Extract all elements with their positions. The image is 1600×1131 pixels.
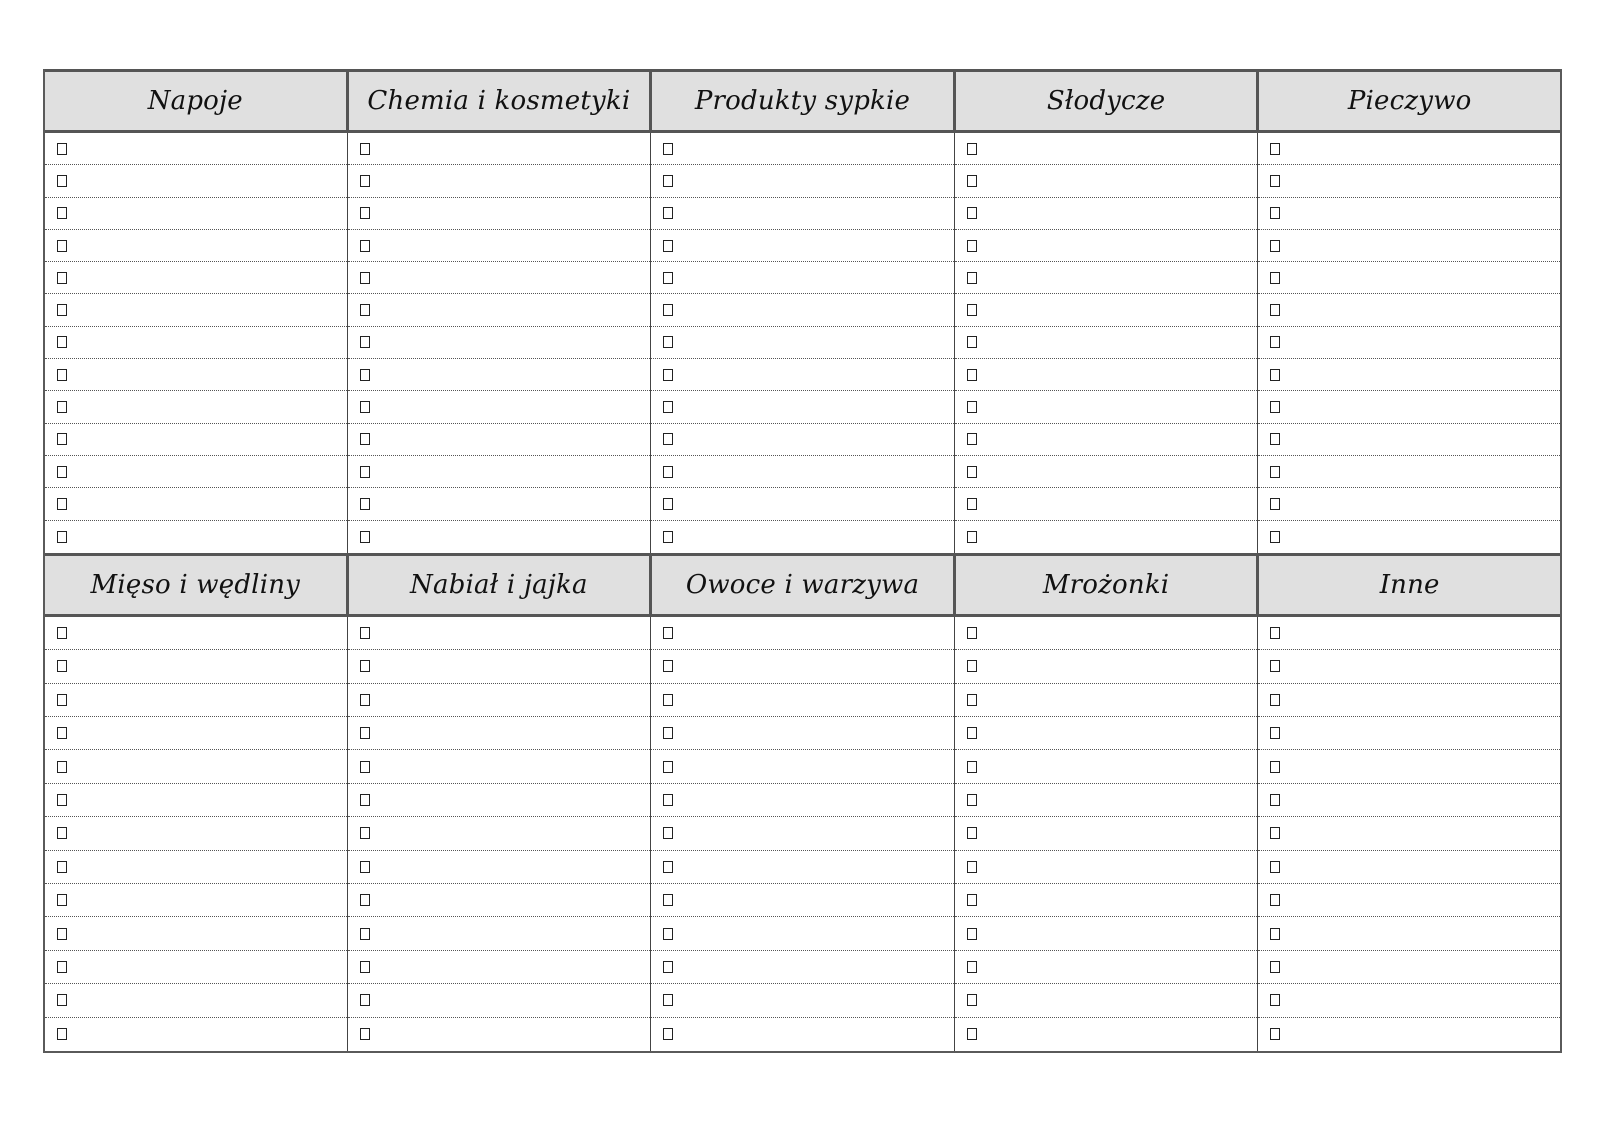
- checklist-row[interactable]: [955, 327, 1257, 359]
- checklist-row[interactable]: [1258, 262, 1560, 294]
- checkbox-icon[interactable]: [663, 861, 673, 873]
- checklist-row[interactable]: [45, 917, 347, 950]
- checklist-column: [348, 617, 651, 1051]
- checkbox-icon[interactable]: [967, 369, 977, 381]
- checkbox-icon[interactable]: [967, 861, 977, 873]
- checklist-row[interactable]: [1258, 750, 1560, 783]
- checkbox-icon[interactable]: [663, 894, 673, 906]
- checkbox-icon[interactable]: [360, 401, 370, 413]
- checklist-row[interactable]: [45, 391, 347, 423]
- checkbox-icon[interactable]: [360, 1028, 370, 1040]
- checklist-row[interactable]: [45, 717, 347, 750]
- checkbox-icon[interactable]: [967, 240, 977, 252]
- checkbox-icon[interactable]: [663, 498, 673, 510]
- checklist-row[interactable]: [1258, 294, 1560, 326]
- checklist-row[interactable]: [651, 851, 953, 884]
- checkbox-icon[interactable]: [663, 961, 673, 973]
- checklist-row[interactable]: [348, 198, 650, 230]
- header-napoje: Napoje: [45, 72, 349, 130]
- checkbox-icon[interactable]: [967, 466, 977, 478]
- checkbox-icon[interactable]: [663, 761, 673, 773]
- checklist-grid-bottom: [45, 617, 1560, 1051]
- checklist-row[interactable]: [348, 294, 650, 326]
- checkbox-icon[interactable]: [360, 466, 370, 478]
- checkbox-icon[interactable]: [57, 272, 67, 284]
- checkbox-icon[interactable]: [57, 401, 67, 413]
- checkbox-icon[interactable]: [967, 894, 977, 906]
- checklist-row[interactable]: [955, 684, 1257, 717]
- checkbox-icon[interactable]: [663, 240, 673, 252]
- checkbox-icon[interactable]: [57, 861, 67, 873]
- checkbox-icon[interactable]: [360, 928, 370, 940]
- checkbox-icon[interactable]: [360, 498, 370, 510]
- checkbox-icon[interactable]: [663, 207, 673, 219]
- checkbox-icon[interactable]: [1270, 727, 1280, 739]
- checkbox-icon[interactable]: [663, 994, 673, 1006]
- checklist-row[interactable]: [955, 851, 1257, 884]
- checklist-row[interactable]: [1258, 650, 1560, 683]
- checklist-row[interactable]: [1258, 424, 1560, 456]
- checklist-row[interactable]: [955, 984, 1257, 1017]
- checkbox-icon[interactable]: [663, 794, 673, 806]
- checkbox-icon[interactable]: [967, 660, 977, 672]
- checklist-row[interactable]: [1258, 617, 1560, 650]
- checkbox-icon[interactable]: [360, 861, 370, 873]
- checkbox-icon[interactable]: [967, 304, 977, 316]
- checklist-row[interactable]: [45, 294, 347, 326]
- checklist-column: [955, 617, 1258, 1051]
- checklist-column: [955, 133, 1258, 553]
- checklist-row[interactable]: [348, 327, 650, 359]
- checklist-row[interactable]: [955, 165, 1257, 197]
- checkbox-icon[interactable]: [967, 627, 977, 639]
- checkbox-icon[interactable]: [1270, 928, 1280, 940]
- checklist-row[interactable]: [651, 784, 953, 817]
- checkbox-icon[interactable]: [967, 928, 977, 940]
- header-row-bottom: [45, 553, 1560, 617]
- checkbox-icon[interactable]: [663, 433, 673, 445]
- checkbox-icon[interactable]: [360, 627, 370, 639]
- checklist-row[interactable]: [955, 750, 1257, 783]
- checkbox-icon[interactable]: [57, 433, 67, 445]
- checklist-row[interactable]: [1258, 951, 1560, 984]
- checkbox-icon[interactable]: [1270, 827, 1280, 839]
- checkbox-icon[interactable]: [360, 894, 370, 906]
- checkbox-icon[interactable]: [967, 961, 977, 973]
- checkbox-icon[interactable]: [360, 175, 370, 187]
- checkbox-icon[interactable]: [360, 433, 370, 445]
- checklist-row[interactable]: [1258, 359, 1560, 391]
- checklist-row[interactable]: [1258, 684, 1560, 717]
- checkbox-icon[interactable]: [360, 961, 370, 973]
- checklist-row[interactable]: [45, 456, 347, 488]
- checklist-row[interactable]: [1258, 327, 1560, 359]
- checklist-row[interactable]: [651, 1018, 953, 1051]
- checkbox-icon[interactable]: [1270, 175, 1280, 187]
- checkbox-icon[interactable]: [57, 694, 67, 706]
- checklist-row[interactable]: [651, 884, 953, 917]
- checkbox-icon[interactable]: [1270, 304, 1280, 316]
- checklist-row[interactable]: [955, 617, 1257, 650]
- checkbox-icon[interactable]: [1270, 531, 1280, 543]
- checkbox-icon[interactable]: [967, 207, 977, 219]
- checkbox-icon[interactable]: [1270, 660, 1280, 672]
- checkbox-icon[interactable]: [967, 143, 977, 155]
- checklist-column: [1258, 617, 1560, 1051]
- checklist-row[interactable]: [348, 851, 650, 884]
- checklist-row[interactable]: [1258, 984, 1560, 1017]
- checkbox-icon[interactable]: [57, 336, 67, 348]
- checkbox-icon[interactable]: [57, 627, 67, 639]
- checklist-row[interactable]: [955, 198, 1257, 230]
- checkbox-icon[interactable]: [57, 1028, 67, 1040]
- checklist-row[interactable]: [45, 488, 347, 520]
- checkbox-icon[interactable]: [57, 498, 67, 510]
- checklist-row[interactable]: [1258, 488, 1560, 520]
- checklist-row[interactable]: [651, 359, 953, 391]
- checklist-row[interactable]: [348, 1018, 650, 1051]
- checkbox-icon[interactable]: [663, 928, 673, 940]
- checkbox-icon[interactable]: [57, 466, 67, 478]
- checklist-row[interactable]: [1258, 230, 1560, 262]
- checklist-row[interactable]: [348, 784, 650, 817]
- checklist-row[interactable]: [955, 951, 1257, 984]
- checkbox-icon[interactable]: [57, 761, 67, 773]
- checkbox-icon[interactable]: [57, 727, 67, 739]
- checklist-row[interactable]: [651, 424, 953, 456]
- header-chemia-i-kosmetyki: Chemia i kosmetyki: [349, 72, 653, 130]
- checklist-row[interactable]: [651, 717, 953, 750]
- checklist-row[interactable]: [651, 617, 953, 650]
- checklist-row[interactable]: [651, 488, 953, 520]
- header-row-top: [45, 69, 1560, 133]
- checklist-row[interactable]: [45, 951, 347, 984]
- checklist-row[interactable]: [348, 817, 650, 850]
- section-bottom: [43, 553, 1562, 1053]
- checkbox-icon[interactable]: [967, 727, 977, 739]
- checklist-row[interactable]: [651, 198, 953, 230]
- checklist-row[interactable]: [348, 684, 650, 717]
- checkbox-icon[interactable]: [360, 304, 370, 316]
- checklist-row[interactable]: [45, 684, 347, 717]
- checkbox-icon[interactable]: [360, 694, 370, 706]
- checklist-row[interactable]: [651, 327, 953, 359]
- checklist-row[interactable]: [651, 951, 953, 984]
- checkbox-icon[interactable]: [360, 272, 370, 284]
- checklist-row[interactable]: [45, 262, 347, 294]
- checklist-column: [45, 133, 348, 553]
- checklist-row[interactable]: [955, 262, 1257, 294]
- checklist-row[interactable]: [348, 650, 650, 683]
- checklist-row[interactable]: [45, 884, 347, 917]
- checklist-row[interactable]: [651, 456, 953, 488]
- checkbox-icon[interactable]: [1270, 1028, 1280, 1040]
- header-slodycze: Słodycze: [956, 72, 1260, 130]
- checkbox-icon[interactable]: [57, 660, 67, 672]
- checklist-row[interactable]: [1258, 1018, 1560, 1051]
- checkbox-icon[interactable]: [57, 240, 67, 252]
- checkbox-icon[interactable]: [663, 827, 673, 839]
- checkbox-icon[interactable]: [967, 336, 977, 348]
- checkbox-icon[interactable]: [1270, 272, 1280, 284]
- checklist-row[interactable]: [348, 750, 650, 783]
- checklist-row[interactable]: [348, 165, 650, 197]
- checkbox-icon[interactable]: [57, 994, 67, 1006]
- checklist-row[interactable]: [651, 750, 953, 783]
- checklist-row[interactable]: [955, 230, 1257, 262]
- checkbox-icon[interactable]: [967, 827, 977, 839]
- checkbox-icon[interactable]: [360, 143, 370, 155]
- checkbox-icon[interactable]: [1270, 761, 1280, 773]
- checklist-row[interactable]: [955, 917, 1257, 950]
- header-inne: Inne: [1379, 569, 1440, 600]
- checkbox-icon[interactable]: [57, 827, 67, 839]
- checkbox-icon[interactable]: [967, 272, 977, 284]
- checkbox-icon[interactable]: [1270, 433, 1280, 445]
- checkbox-icon[interactable]: [1270, 694, 1280, 706]
- checklist-row[interactable]: [955, 1018, 1257, 1051]
- checklist-row[interactable]: [955, 817, 1257, 850]
- checkbox-icon[interactable]: [967, 498, 977, 510]
- section-top: [43, 69, 1562, 553]
- checkbox-icon[interactable]: [663, 466, 673, 478]
- checklist-row[interactable]: [651, 917, 953, 950]
- header-nabial-i-jajka: Nabiał i jajka: [349, 556, 653, 614]
- checkbox-icon[interactable]: [967, 433, 977, 445]
- checklist-row[interactable]: [45, 617, 347, 650]
- header-mieso-i-wedliny: Mięso i wędliny: [45, 556, 349, 614]
- checkbox-icon[interactable]: [663, 175, 673, 187]
- checklist-row[interactable]: [651, 684, 953, 717]
- checkbox-icon[interactable]: [360, 727, 370, 739]
- checkbox-icon[interactable]: [57, 304, 67, 316]
- checklist-row[interactable]: [45, 165, 347, 197]
- checklist-row[interactable]: [955, 488, 1257, 520]
- checklist-row[interactable]: [651, 230, 953, 262]
- checklist-row[interactable]: [348, 617, 650, 650]
- checklist-row[interactable]: [955, 294, 1257, 326]
- checkbox-icon[interactable]: [360, 794, 370, 806]
- checklist-row[interactable]: [45, 817, 347, 850]
- checklist-row[interactable]: [348, 984, 650, 1017]
- checkbox-icon[interactable]: [663, 627, 673, 639]
- checkbox-icon[interactable]: [1270, 794, 1280, 806]
- checkbox-icon[interactable]: [1270, 498, 1280, 510]
- checkbox-icon[interactable]: [663, 660, 673, 672]
- checklist-row[interactable]: [348, 133, 650, 165]
- checklist-row[interactable]: [348, 391, 650, 423]
- checklist-row[interactable]: [651, 165, 953, 197]
- checklist-row[interactable]: [651, 262, 953, 294]
- checklist-row[interactable]: [1258, 817, 1560, 850]
- checkbox-icon[interactable]: [1270, 336, 1280, 348]
- checklist-row[interactable]: [651, 294, 953, 326]
- checklist-row[interactable]: [955, 456, 1257, 488]
- checkbox-icon[interactable]: [360, 240, 370, 252]
- checkbox-icon[interactable]: [663, 272, 673, 284]
- checkbox-icon[interactable]: [663, 1028, 673, 1040]
- checklist-row[interactable]: [45, 424, 347, 456]
- checkbox-icon[interactable]: [57, 928, 67, 940]
- checklist-row[interactable]: [45, 1018, 347, 1051]
- checklist-row[interactable]: [45, 984, 347, 1017]
- checklist-row[interactable]: [955, 391, 1257, 423]
- checklist-row[interactable]: [1258, 851, 1560, 884]
- checklist-row[interactable]: [45, 359, 347, 391]
- checklist-row[interactable]: [1258, 165, 1560, 197]
- checklist-row[interactable]: [1258, 391, 1560, 423]
- checkbox-icon[interactable]: [57, 207, 67, 219]
- checklist-row[interactable]: [348, 717, 650, 750]
- checkbox-icon[interactable]: [967, 994, 977, 1006]
- checkbox-icon[interactable]: [360, 336, 370, 348]
- shopping-list-sheet: [43, 69, 1562, 1053]
- checklist-row[interactable]: [348, 488, 650, 520]
- checklist-column: [651, 617, 954, 1051]
- checklist-row[interactable]: [348, 262, 650, 294]
- checkbox-icon[interactable]: [1270, 143, 1280, 155]
- checkbox-icon[interactable]: [1270, 894, 1280, 906]
- checkbox-icon[interactable]: [663, 401, 673, 413]
- checkbox-icon[interactable]: [57, 143, 67, 155]
- checklist-row[interactable]: [955, 884, 1257, 917]
- checkbox-icon[interactable]: [57, 961, 67, 973]
- checklist-row[interactable]: [955, 424, 1257, 456]
- checklist-row[interactable]: [955, 717, 1257, 750]
- checklist-row[interactable]: [1258, 884, 1560, 917]
- header-owoce-i-warzywa: Owoce i warzywa: [652, 556, 956, 614]
- checklist-row[interactable]: [1258, 198, 1560, 230]
- checklist-row[interactable]: [1258, 784, 1560, 817]
- checkbox-icon[interactable]: [360, 369, 370, 381]
- checklist-column: [651, 133, 954, 553]
- checklist-row[interactable]: [348, 951, 650, 984]
- checklist-grid-top: [45, 133, 1560, 553]
- checklist-row[interactable]: [348, 424, 650, 456]
- checkbox-icon[interactable]: [1270, 401, 1280, 413]
- checklist-row[interactable]: [45, 133, 347, 165]
- checklist-row[interactable]: [955, 650, 1257, 683]
- checklist-row[interactable]: [651, 984, 953, 1017]
- checklist-row[interactable]: [348, 359, 650, 391]
- checklist-row[interactable]: [955, 521, 1257, 553]
- checkbox-icon[interactable]: [967, 401, 977, 413]
- checkbox-icon[interactable]: [663, 336, 673, 348]
- checklist-row[interactable]: [45, 851, 347, 884]
- checkbox-icon[interactable]: [1270, 207, 1280, 219]
- checkbox-icon[interactable]: [1270, 240, 1280, 252]
- checklist-row[interactable]: [45, 650, 347, 683]
- checkbox-icon[interactable]: [360, 994, 370, 1006]
- checklist-row[interactable]: [45, 198, 347, 230]
- checkbox-icon[interactable]: [967, 531, 977, 543]
- checkbox-icon[interactable]: [967, 794, 977, 806]
- checkbox-icon[interactable]: [360, 827, 370, 839]
- checklist-row[interactable]: [348, 917, 650, 950]
- checklist-row[interactable]: [45, 230, 347, 262]
- checklist-row[interactable]: [45, 750, 347, 783]
- checklist-row[interactable]: [45, 521, 347, 553]
- checkbox-icon[interactable]: [1270, 961, 1280, 973]
- checkbox-icon[interactable]: [967, 694, 977, 706]
- checklist-row[interactable]: [348, 230, 650, 262]
- checklist-row[interactable]: [651, 133, 953, 165]
- checklist-column: [45, 617, 348, 1051]
- checklist-row[interactable]: [955, 359, 1257, 391]
- checklist-row[interactable]: [348, 521, 650, 553]
- checklist-row[interactable]: [348, 456, 650, 488]
- checklist-row[interactable]: [955, 133, 1257, 165]
- checklist-column: [348, 133, 651, 553]
- checkbox-icon[interactable]: [967, 761, 977, 773]
- checkbox-icon[interactable]: [1270, 466, 1280, 478]
- header-mrozonki: Mrożonki: [956, 556, 1260, 614]
- checklist-row[interactable]: [348, 884, 650, 917]
- checklist-row[interactable]: [651, 817, 953, 850]
- checklist-row[interactable]: [651, 521, 953, 553]
- checkbox-icon[interactable]: [57, 369, 67, 381]
- checklist-row[interactable]: [1258, 133, 1560, 165]
- checkbox-icon[interactable]: [1270, 861, 1280, 873]
- checkbox-icon[interactable]: [360, 761, 370, 773]
- checklist-row[interactable]: [1258, 917, 1560, 950]
- checkbox-icon[interactable]: [663, 304, 673, 316]
- checkbox-icon[interactable]: [1270, 994, 1280, 1006]
- checklist-row[interactable]: [45, 784, 347, 817]
- checkbox-icon[interactable]: [663, 369, 673, 381]
- checkbox-icon[interactable]: [360, 531, 370, 543]
- header-pieczywo: Pieczywo: [1347, 86, 1472, 116]
- checkbox-icon[interactable]: [360, 207, 370, 219]
- checkbox-icon[interactable]: [57, 175, 67, 187]
- checkbox-icon[interactable]: [663, 531, 673, 543]
- checkbox-icon[interactable]: [360, 660, 370, 672]
- checklist-column: [1258, 133, 1560, 553]
- checkbox-icon[interactable]: [663, 694, 673, 706]
- checklist-row[interactable]: [1258, 456, 1560, 488]
- checkbox-icon[interactable]: [57, 531, 67, 543]
- checkbox-icon[interactable]: [967, 1028, 977, 1040]
- checklist-row[interactable]: [45, 327, 347, 359]
- checkbox-icon[interactable]: [1270, 627, 1280, 639]
- checkbox-icon[interactable]: [663, 727, 673, 739]
- checklist-row[interactable]: [651, 391, 953, 423]
- checkbox-icon[interactable]: [967, 175, 977, 187]
- checkbox-icon[interactable]: [1270, 369, 1280, 381]
- checklist-row[interactable]: [1258, 521, 1560, 553]
- checkbox-icon[interactable]: [57, 894, 67, 906]
- checkbox-icon[interactable]: [663, 143, 673, 155]
- checklist-row[interactable]: [955, 784, 1257, 817]
- header-produkty-sypkie: Produkty sypkie: [652, 72, 956, 130]
- checklist-row[interactable]: [1258, 717, 1560, 750]
- checkbox-icon[interactable]: [57, 794, 67, 806]
- checklist-row[interactable]: [651, 650, 953, 683]
